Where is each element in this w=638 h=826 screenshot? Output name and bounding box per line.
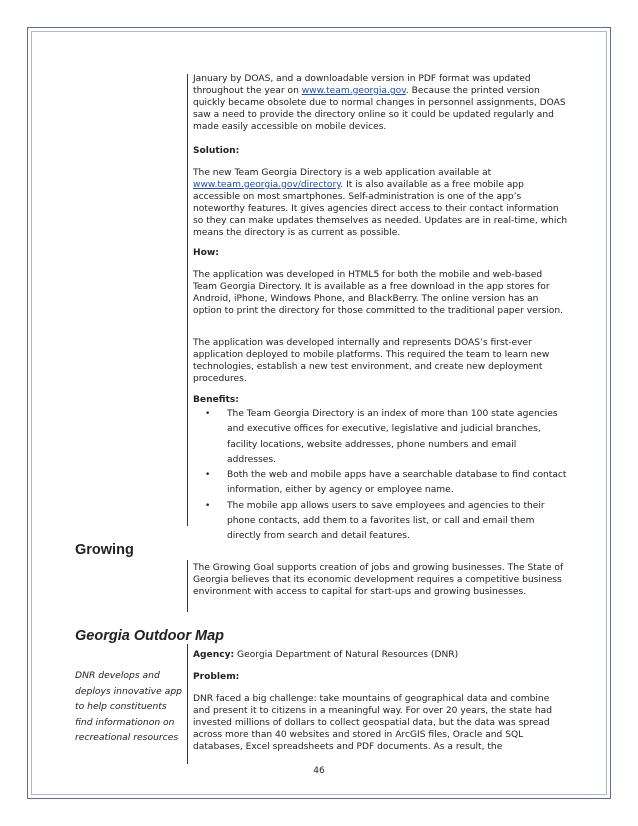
intro-line-1: January by DOAS, and a downloadable version in PDF format was updated <box>193 74 531 84</box>
problem-heading: Problem: <box>193 672 240 682</box>
solution-paragraph <box>193 168 568 239</box>
list-item: • The Team Georgia Directory is an index of more than 100 state agencies and executive offices for executive, legislative and judicial branches, facility locations, website addresses, phone numbers and email addresses. <box>205 408 558 465</box>
directory-link[interactable]: www.team.georgia.gov/directory <box>193 179 341 190</box>
solution-rest: . It is also available as a free mobile app accessible on most smartphones. Self-administration is one of the app’s noteworthy features. It gives agencies direct access to their contact information so they can make updates themselves as needed. Updates are in real-time, which means the directory is as current as possible. <box>193 179 568 238</box>
bullet-icon: • <box>205 470 211 481</box>
growing-title: Growing <box>75 542 134 558</box>
how-paragraph-2 <box>193 338 568 386</box>
growing-paragraph <box>193 563 568 599</box>
bullet-icon: • <box>205 500 211 511</box>
agency-line <box>193 650 568 662</box>
problem-section <box>193 672 568 684</box>
intro-line-2-end: . Because the printed version <box>405 85 540 96</box>
benefits-list <box>193 407 568 545</box>
page-number: 46 <box>313 766 325 776</box>
outdoor-map-title: Georgia Outdoor Map <box>75 628 225 644</box>
intro-rest: quickly became obsolete due to normal changes in personnel assignments, DOAS saw a need to provide the directory online so it could be updated regularly and made easily accessible on mobile devices. <box>193 97 566 132</box>
solution-section <box>193 146 568 158</box>
intro-paragraph <box>193 74 568 134</box>
agency-label: Agency: <box>193 650 235 660</box>
team-georgia-link[interactable]: www.team.georgia.gov <box>301 85 406 96</box>
growing-text: The Growing Goal supports creation of jobs and growing businesses. The State of Georgia believes that its economic development requires a competitive business environment with access to capital for start-ups and growing businesses. <box>193 563 564 597</box>
how-section <box>193 248 568 260</box>
column-rule-outdoor <box>187 644 188 764</box>
column-rule-growing <box>187 560 188 612</box>
agency-value: Georgia Department of Natural Resources (DNR) <box>234 650 459 660</box>
intro-line-2-text: throughout the year on <box>193 85 302 96</box>
bullet-icon: • <box>205 408 211 419</box>
benefits-heading: Benefits: <box>193 395 239 405</box>
how-para-1-text: The application was developed in HTML5 for both the mobile and web-based Team Georgia Directory. It is available as a free download in the app stores for Android, iPhone, Windows Phone, and BlackBerry. The online version has an option to print the directory for those committed to the traditional paper version. <box>193 270 563 316</box>
list-item: • Both the web and mobile apps have a searchable database to find contact information, either by agency or employee name. <box>205 470 567 496</box>
solution-line-1: The new Team Georgia Directory is a web application available at <box>193 168 492 178</box>
list-item: • The mobile app allows users to save employees and agencies to their phone contacts, add them to a favorites list, or call and email them directly from search and detail features. <box>205 500 545 542</box>
how-paragraph-1 <box>193 270 568 318</box>
solution-heading: Solution: <box>193 146 240 156</box>
problem-paragraph <box>193 694 568 754</box>
problem-text: DNR faced a big challenge: take mountains of geographical data and combine and present it to citizens in a meaningful way. For over 20 years, the state had invested millions of dollars to collect geospatial data, but the data was spread across more than 40 websites and stored in ArcGIS files, Oracle and SQL databases, Excel spreadsheets and PDF documents. As a result, the <box>193 694 552 752</box>
column-rule-top <box>187 74 188 526</box>
how-para-2-text: The application was developed internally and represents DOAS’s first-ever application deployed to mobile platforms. This required the team to learn new technologies, establish a new test environment, and create new deployment procedures. <box>193 338 550 384</box>
side-note: DNR develops and deploys innovative app to help constituents find informationon on recreational resources <box>75 670 182 743</box>
how-heading: How: <box>193 248 219 258</box>
benefits-section <box>193 395 568 545</box>
